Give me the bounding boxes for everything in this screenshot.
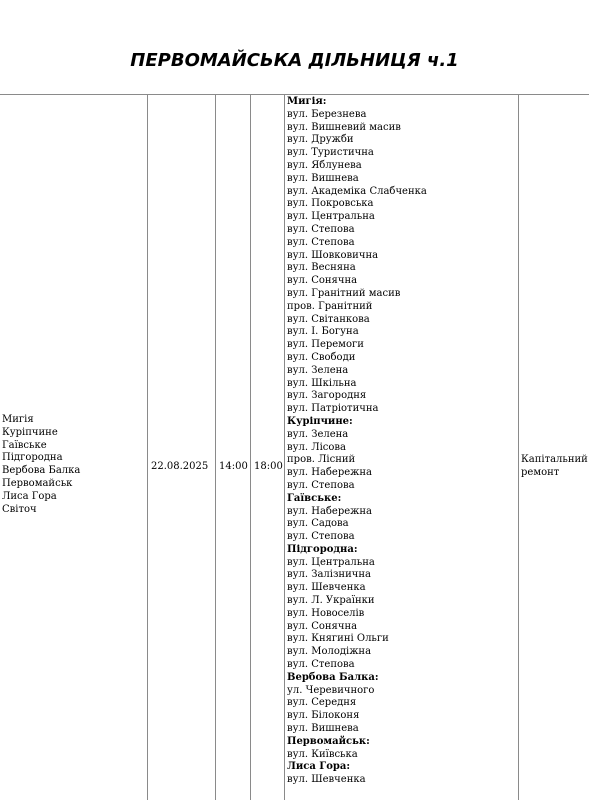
street-item: вул. Степова [287, 223, 355, 235]
street-item: вул. Центральна [287, 556, 375, 568]
settlement-item: Мигія [2, 414, 34, 425]
street-item: вул. Шкільна [287, 377, 357, 389]
street-item: вул. Вишневий масив [287, 121, 401, 133]
table-top-border [0, 94, 589, 95]
street-item: вул. Вишнева [287, 723, 359, 735]
street-item: вул. Покровська [287, 198, 374, 210]
column-divider [250, 94, 251, 800]
street-item: вул. Академіка Слабченка [287, 185, 427, 197]
street-item: вул. Шевченка [287, 582, 366, 594]
settlement-item: Підгородна [2, 452, 63, 464]
settlement-item: Вербова Балка [2, 465, 81, 477]
street-item: вул. Набережна [287, 467, 372, 479]
column-divider [518, 94, 519, 800]
street-item: вул. Весняна [287, 262, 356, 274]
street-item: вул. І. Богуна [287, 326, 359, 338]
street-item: пров. Гранітний [287, 300, 373, 312]
date-cell: 22.08.2025 [151, 461, 209, 472]
street-item: вул. Л. Українки [287, 595, 375, 607]
settlement-item: Гаївське [2, 439, 47, 451]
settlement-header: Вербова Балка: [287, 671, 379, 683]
street-item: вул. Степова [287, 236, 355, 248]
street-item: вул. Залізнична [287, 569, 371, 581]
street-item: вул. Київська [287, 748, 358, 760]
street-item: вул. Молодіжна [287, 646, 372, 658]
street-item: вул. Лісова [287, 441, 346, 453]
street-item: вул. Степова [287, 659, 355, 671]
settlement-item: Куріпчине [2, 426, 58, 438]
settlement-item: Лиса Гора [2, 490, 57, 502]
street-item: вул. Зелена [287, 364, 349, 376]
street-item: вул. Туристична [287, 147, 374, 159]
settlements-cell [2, 414, 144, 516]
street-item: вул. Сонячна [287, 620, 358, 632]
settlement-item: Первомайськ [2, 477, 73, 489]
street-item: вул. Загородня [287, 390, 367, 402]
settlement-header: Мигія: [287, 96, 327, 107]
street-item: вул. Шовковична [287, 249, 379, 261]
street-item: вул. Шевченка [287, 774, 366, 786]
start-time-cell: 14:00 [219, 461, 248, 472]
street-item: вул. Набережна [287, 505, 372, 517]
street-item: вул. Білоконя [287, 710, 360, 722]
street-item: вул. Перемоги [287, 339, 364, 351]
street-item: вул. Новоселів [287, 607, 365, 619]
page-title: ПЕРВОМАЙСЬКА ДІЛЬНИЦЯ ч.1 [130, 50, 459, 71]
street-item: вул. Яблунева [287, 159, 362, 171]
streets-cell [287, 96, 517, 787]
settlement-header: Лиса Гора: [287, 761, 351, 773]
street-item: вул. Гранітний масив [287, 287, 401, 299]
street-item: вул. Степова [287, 479, 355, 491]
street-item: вул. Патріотична [287, 403, 379, 415]
settlement-header: Підгородна: [287, 543, 358, 555]
street-item: вул. Садова [287, 518, 349, 530]
street-item: вул. Світанкова [287, 313, 370, 325]
street-item: вул. Сонячна [287, 275, 358, 287]
street-item: вул. Березнева [287, 108, 367, 120]
street-item: вул. Середня [287, 697, 357, 709]
street-item: пров. Лісний [287, 454, 356, 466]
settlement-header: Куріпчине: [287, 415, 353, 427]
street-item: вул. Дружби [287, 134, 354, 146]
column-divider [147, 94, 148, 800]
street-item: вул. Свободи [287, 351, 356, 363]
column-divider [215, 94, 216, 800]
street-item: вул. Центральна [287, 211, 375, 223]
end-time-cell: 18:00 [254, 461, 283, 472]
settlement-header: Первомайськ: [287, 735, 370, 747]
street-item: ул. Черевичного [287, 684, 375, 696]
column-divider [284, 94, 285, 800]
street-item: вул. Зелена [287, 428, 349, 440]
street-item: вул. Княгині Ольги [287, 633, 389, 645]
settlement-header: Гаївське: [287, 492, 342, 504]
work-type-cell: Капітальний ремонт [521, 454, 588, 478]
street-item: вул. Степова [287, 531, 355, 543]
street-item: вул. Вишнева [287, 172, 359, 184]
settlement-item: Світоч [2, 503, 37, 515]
